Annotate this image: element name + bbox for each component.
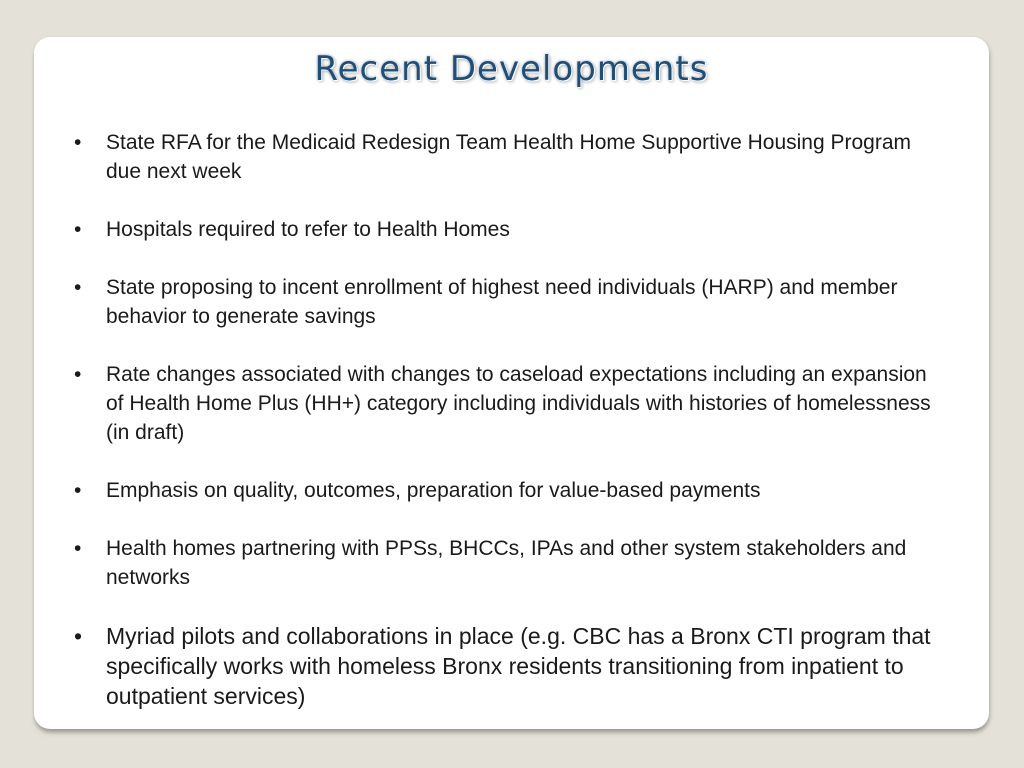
bullet-dot-icon: • bbox=[74, 537, 82, 560]
bullet-item-hospitals bbox=[74, 215, 934, 244]
bullet-dot-icon: • bbox=[74, 363, 82, 386]
bullet-text: Rate changes associated with changes to caseload expectations including an expansion of Health Home Plus (HH+) category including individuals with histories of homelessness (in draft) bbox=[106, 363, 931, 444]
bullet-dot-icon: • bbox=[74, 276, 82, 299]
bullet-dot-icon: • bbox=[74, 218, 82, 241]
bullet-text: Myriad pilots and collaborations in place (e.g. CBC has a Bronx CTI program that specifically works with homeless Bronx residents transitioning from inpatient to outpatient services) bbox=[106, 623, 931, 709]
bullet-text: State proposing to incent enrollment of highest need individuals (HARP) and member behavior to generate savings bbox=[106, 276, 898, 328]
bullet-text: Health homes partnering with PPSs, BHCCs, IPAs and other system stakeholders and networks bbox=[106, 537, 907, 589]
bullet-list bbox=[74, 128, 934, 711]
bullet-dot-icon: • bbox=[74, 131, 82, 154]
bullet-item-pilots bbox=[74, 621, 934, 711]
bullet-item-rfa bbox=[74, 128, 934, 186]
slide-title: Recent Developments bbox=[314, 49, 709, 89]
bullet-text: Hospitals required to refer to Health Homes bbox=[106, 218, 510, 241]
bullet-item-harp bbox=[74, 273, 934, 331]
bullet-text: State RFA for the Medicaid Redesign Team Health Home Supportive Housing Program due next week bbox=[106, 131, 912, 183]
bullet-item-rate-changes bbox=[74, 360, 934, 447]
bullet-item-partnering bbox=[74, 534, 934, 592]
slide-card bbox=[34, 37, 989, 729]
bullet-text: Emphasis on quality, outcomes, preparation for value-based payments bbox=[106, 479, 761, 502]
bullet-dot-icon: • bbox=[74, 623, 83, 649]
bullet-dot-icon: • bbox=[74, 479, 82, 502]
bullet-item-quality bbox=[74, 476, 934, 505]
